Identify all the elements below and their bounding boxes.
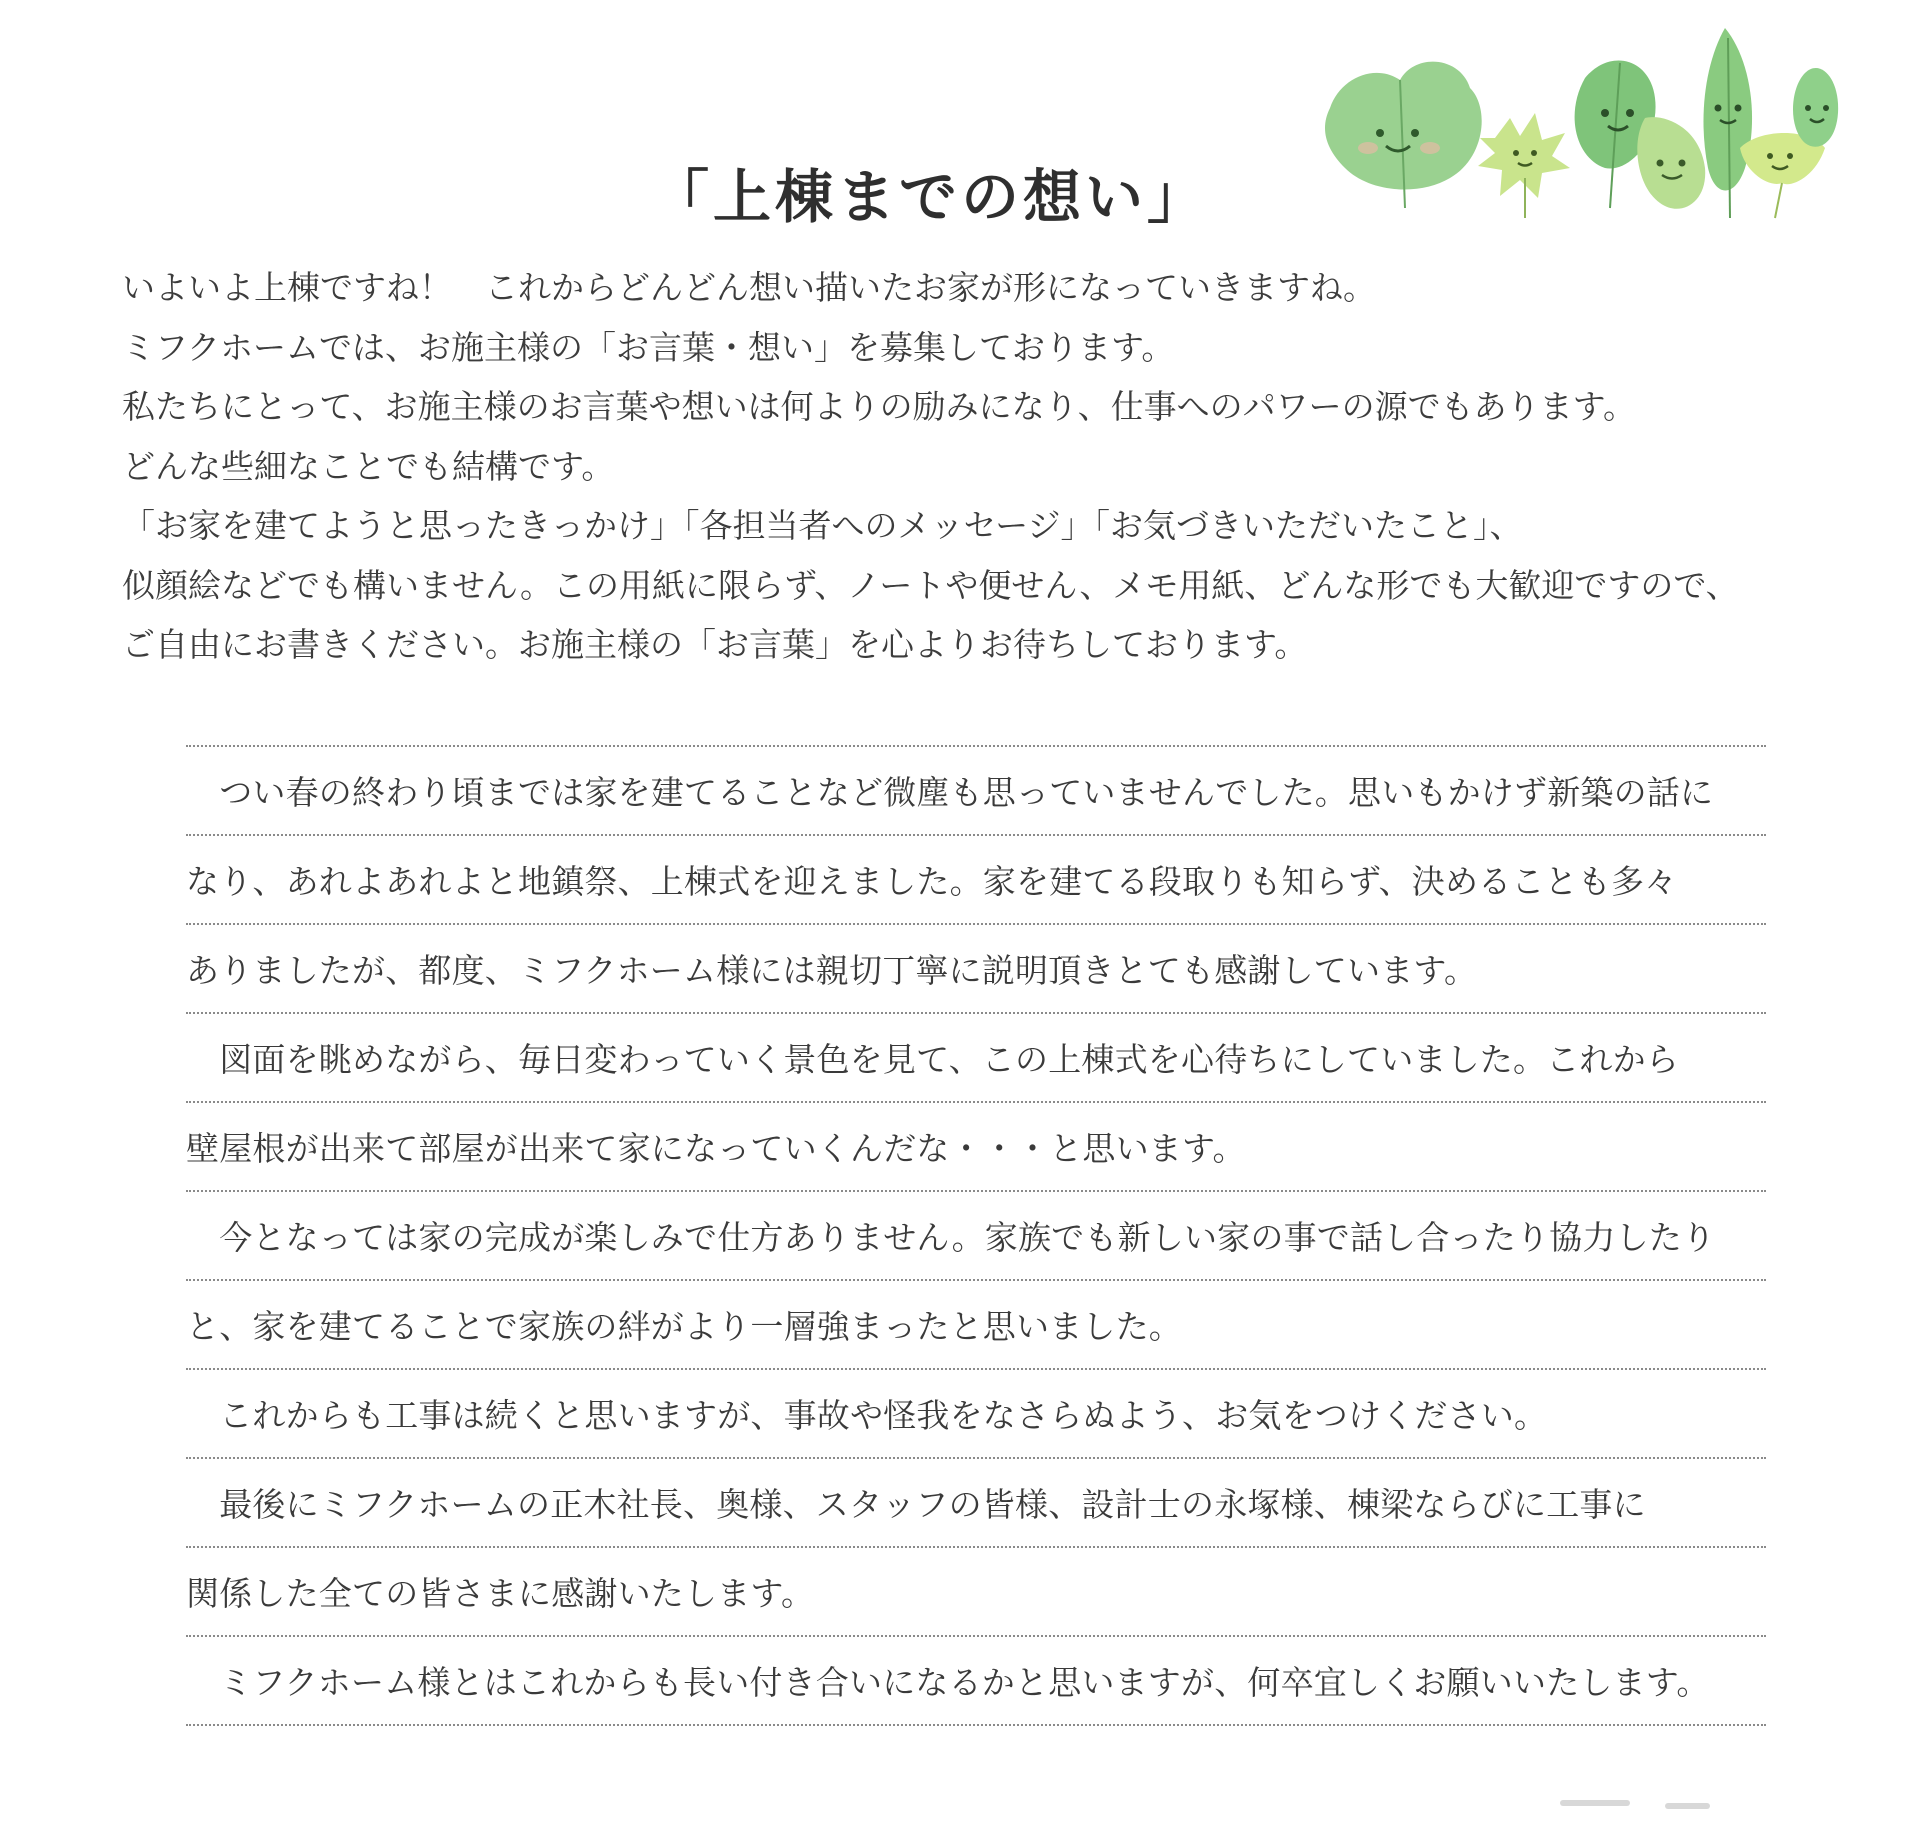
intro-line: ミフクホームでは、お施主様の「お言葉・想い」を募集しております。 [122, 327, 1175, 367]
message-line: 今となっては家の完成が楽しみで仕方ありません。家族でも新しい家の事で話し合ったり協力したり [186, 1192, 1766, 1281]
intro-line: 似顔絵などでも構いません。この用紙に限らず、ノートや便せん、メモ用紙、どんな形でも大歓迎ですので、 [122, 565, 1739, 605]
message-line: 関係した全ての皆さまに感謝いたします。 [186, 1548, 1766, 1637]
message-line: これからも工事は続くと思いますが、事故や怪我をなさらぬよう、お気をつけください。 [186, 1370, 1766, 1459]
intro-line: 「お家を建てようと思ったきっかけ」「各担当者へのメッセージ」「お気づきいただいたこと」、 [122, 506, 1523, 545]
intro-line: どんな些細なことでも結構です。 [122, 446, 615, 486]
message-ruled-area [186, 745, 1766, 1726]
intro-text [122, 258, 1822, 675]
message-line: ありましたが、都度、ミフクホーム様には親切丁寧に説明頂きとても感謝しています。 [186, 925, 1766, 1014]
message-line: と、家を建てることで家族の絆がより一層強まったと思いました。 [186, 1281, 1766, 1370]
message-line: なり、あれよあれよと地鎮祭、上棟式を迎えました。家を建てる段取りも知らず、決めることも多々 [186, 836, 1766, 925]
message-line: 壁屋根が出来て部屋が出来て家になっていくんだな・・・と思います。 [186, 1103, 1766, 1192]
intro-line: ご自由にお書きください。お施主様の「お言葉」を心よりお待ちしております。 [122, 625, 1308, 664]
message-line: 図面を眺めながら、毎日変わっていく景色を見て、この上棟式を心待ちにしていました。これから [186, 1014, 1766, 1103]
intro-line: いよいよ上棟ですね！ これからどんどん想い描いたお家が形になっていきますね。 [122, 268, 1376, 307]
page-title: 「上棟までの想い」 [650, 163, 1209, 231]
scan-artifact [1560, 1800, 1630, 1806]
message-line: ミフクホーム様とはこれからも長い付き合いになるかと思いますが、何卒宜しくお願いいたします。 [186, 1637, 1766, 1726]
scan-artifact [1665, 1803, 1710, 1809]
message-line: 最後にミフクホームの正木社長、奥様、スタッフの皆様、設計士の永塚様、棟梁ならびに工事に [186, 1459, 1766, 1548]
message-line: つい春の終わり頃までは家を建てることなど微塵も思っていませんでした。思いもかけず新築の話に [186, 747, 1766, 836]
right-leaf-icon [1793, 68, 1838, 147]
intro-line: 私たちにとって、お施主様のお言葉や想いは何よりの励みになり、仕事へのパワーの源でもあります。 [122, 387, 1637, 426]
